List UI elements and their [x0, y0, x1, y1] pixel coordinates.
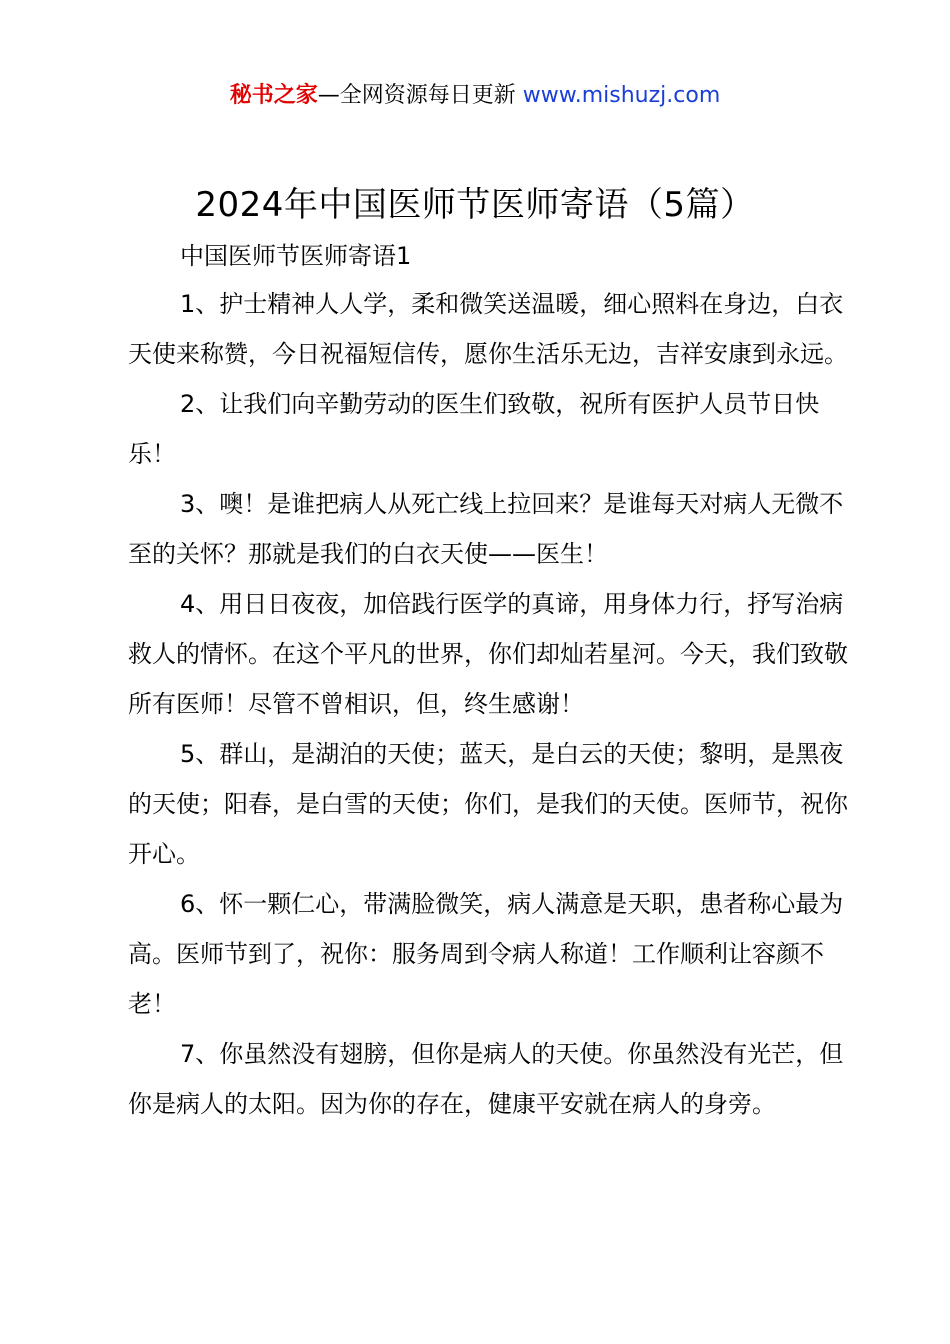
- paragraph: 6、怀一颗仁心，带满脸微笑，病人满意是天职，患者称心最为高。医师节到了，祝你：服务周到令病人称道！工作顺利让容颜不老！: [128, 890, 844, 1018]
- site-brand: 秘书之家: [229, 83, 318, 108]
- paragraph: 5、群山，是湖泊的天使；蓝天，是白云的天使；黎明，是黑夜的天使；阳春，是白雪的天使；你们，是我们的天使。医师节，祝你开心。: [128, 740, 848, 868]
- paragraph: 1、护士精神人人学，柔和微笑送温暖，细心照料在身边，白衣天使来称赞，今日祝福短信传，愿你生活乐无边，吉祥安康到永远。: [128, 290, 848, 368]
- site-header: [0, 80, 950, 112]
- site-url-link[interactable]: www.mishuzj.com: [522, 83, 721, 108]
- paragraph: 7、你虽然没有翅膀，但你是病人的天使。你虽然没有光芒，但你是病人的太阳。因为你的存在，健康平安就在病人的身旁。: [128, 1040, 844, 1118]
- document-body: [128, 233, 856, 1129]
- site-slogan: —全网资源每日更新: [317, 83, 523, 108]
- paragraph: 3、噢！是谁把病人从死亡线上拉回来？是谁每天对病人无微不至的关怀？那就是我们的白衣天使——医生！: [128, 490, 844, 568]
- paragraph: 2、让我们向辛勤劳动的医生们致敬，祝所有医护人员节日快乐！: [128, 390, 820, 468]
- paragraph: 4、用日日夜夜，加倍践行医学的真谛，用身体力行，抒写治病救人的情怀。在这个平凡的世界，你们却灿若星河。今天，我们致敬所有医师！尽管不曾相识，但，终生感谢！: [128, 590, 848, 718]
- section-subtitle: 中国医师节医师寄语1: [180, 242, 412, 270]
- document-title: 2024年中国医师节医师寄语（5篇）: [195, 185, 755, 225]
